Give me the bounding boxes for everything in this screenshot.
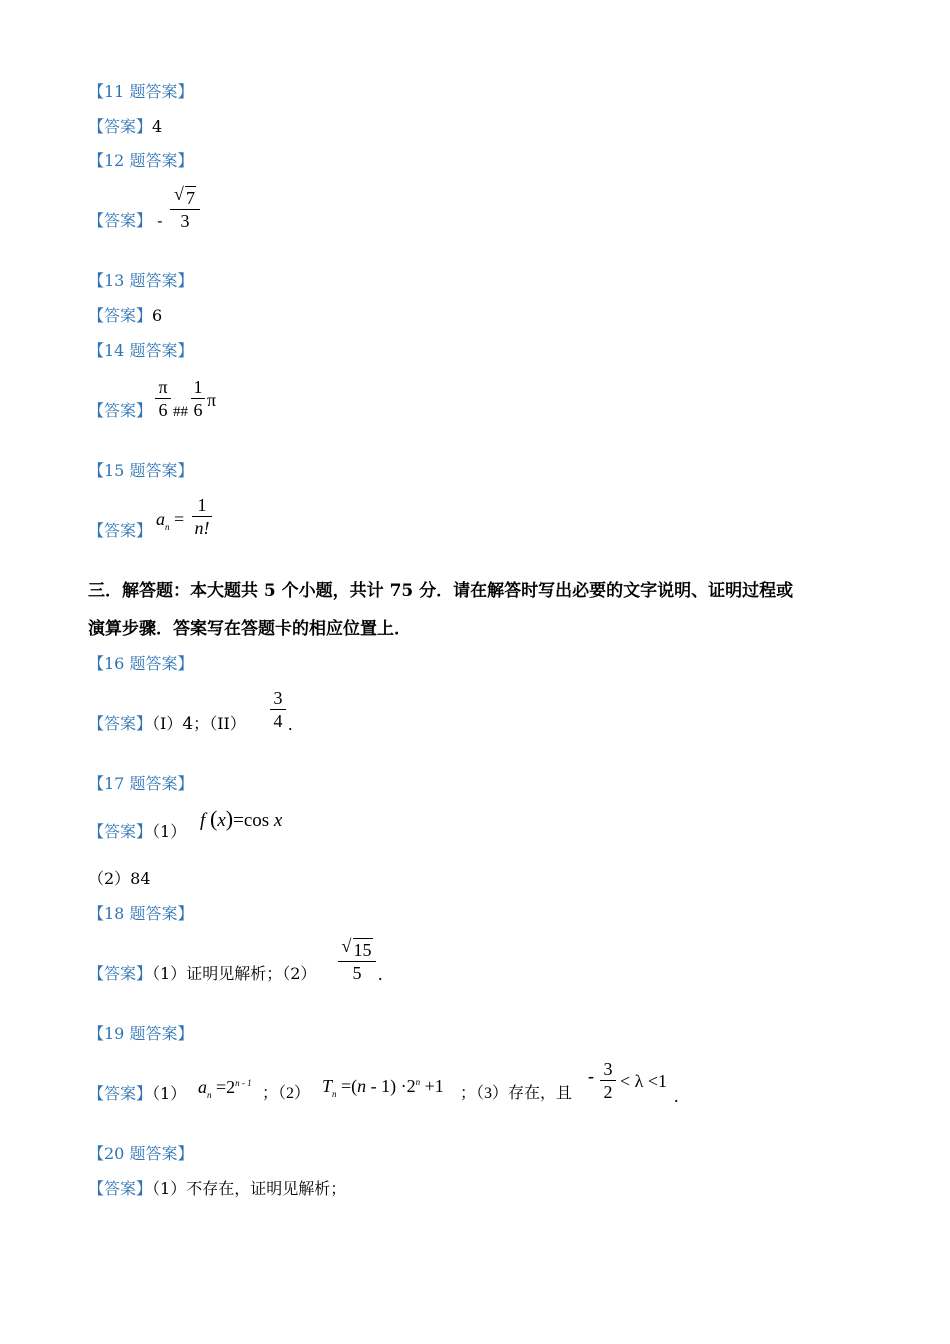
q19-semicolon-1: ；（2）	[262, 1085, 311, 1102]
q19-eq1: =2	[216, 1077, 236, 1097]
q17-rparen: )	[225, 806, 234, 831]
sqrt-symbol: √	[341, 936, 352, 956]
q16-answer	[88, 714, 246, 734]
q19-eq2: =(	[341, 1076, 358, 1096]
q18-denominator: 5	[352, 963, 362, 983]
q19-exp1: n - 1	[235, 1078, 252, 1088]
q14-header: 【14 题答案】	[88, 341, 194, 360]
q14-denominator-1: 6	[158, 400, 168, 420]
q12-numerator: 7	[186, 188, 195, 208]
q18-header: 【18 题答案】	[88, 904, 194, 923]
q13-header: 【13 题答案】	[88, 271, 194, 290]
q19-mid: - 1) ·2	[366, 1076, 416, 1096]
q18-answer	[88, 964, 316, 984]
q12-header: 【12 题答案】	[88, 151, 194, 170]
q16-value1: 4	[182, 714, 194, 734]
q19-numerator: 3	[603, 1059, 613, 1079]
q17-part2: （2）84	[88, 869, 151, 888]
q15-header: 【15 题答案】	[88, 461, 194, 480]
q15-answer	[88, 521, 152, 541]
q19-end: .	[674, 1086, 679, 1106]
q12-denominator: 3	[180, 211, 190, 231]
answer-tag: 【答案】	[88, 822, 153, 841]
q16-semicolon: ；	[193, 714, 210, 733]
q15-lhs	[156, 509, 184, 532]
q20-header: 【20 题答案】	[88, 1144, 194, 1163]
q15-fraction	[192, 494, 212, 539]
q17-x2: x	[273, 810, 283, 831]
answer-tag: 【答案】	[88, 1179, 153, 1198]
answer-tag: 【答案】	[88, 964, 153, 983]
q18-part1: （1）证明见解析；（2）	[152, 964, 317, 983]
q16-part1: （I）	[152, 714, 183, 733]
section3-line2: 演算步骤．答案写在答题卡的相应位置上．	[88, 619, 411, 639]
answer-tag: 【答案】	[88, 401, 153, 420]
q19-header: 【19 题答案】	[88, 1024, 194, 1043]
q19-fraction	[600, 1058, 616, 1103]
q19-T-sub: n	[332, 1089, 337, 1099]
q17-f: f	[200, 810, 206, 831]
q17-answer	[88, 822, 186, 842]
q19-a-sub: n	[207, 1090, 212, 1100]
q19-formula-t	[322, 1076, 444, 1099]
q19-minus: -	[588, 1066, 594, 1086]
q19-T: T	[322, 1076, 333, 1096]
q19-part1: （1）	[152, 1084, 187, 1103]
answer-tag: 【答案】	[88, 211, 153, 230]
sqrt-symbol: √	[174, 184, 184, 204]
q19-exp2: n	[415, 1077, 421, 1087]
q19-a: a	[198, 1077, 207, 1097]
q17-cos: =cos	[233, 810, 270, 831]
q11-header: 【11 题答案】	[88, 82, 194, 101]
q13-value: 6	[152, 306, 163, 325]
q17-x: x	[217, 810, 226, 831]
answer-tag: 【答案】	[88, 117, 153, 136]
section3-line1: 三．解答题：本大题共 5 个小题，共计 75 分．请在解答时写出必要的文字说明、证明过程或	[88, 581, 794, 601]
q19-formula-a	[198, 1077, 252, 1100]
q14-denominator-2: 6	[193, 400, 203, 420]
q16-part2: （II）	[209, 714, 246, 733]
q16-numerator: 3	[273, 688, 283, 708]
q12-fraction	[170, 186, 200, 232]
q19-part2: （2）	[278, 1085, 311, 1102]
q19-plus: +1	[420, 1076, 444, 1096]
q17-header: 【17 题答案】	[88, 774, 194, 793]
q14-fraction-1	[155, 376, 171, 421]
q13-answer	[88, 306, 162, 326]
q17-formula	[200, 806, 283, 831]
q15-eq: =	[174, 509, 185, 529]
q15-var: a	[156, 509, 165, 529]
answer-tag: 【答案】	[88, 714, 153, 733]
q17-lparen: (	[210, 806, 218, 831]
q11-answer	[88, 117, 162, 137]
q14-separator: ##	[173, 404, 188, 420]
q14-numerator-1: π	[158, 377, 168, 397]
q19-part3: ；（3）存在，且	[460, 1085, 573, 1102]
q14-answer	[88, 401, 152, 421]
q16-fraction	[270, 687, 286, 732]
q14-pi: π	[207, 390, 217, 410]
q18-numerator: 15	[353, 940, 372, 960]
q20-answer	[88, 1179, 346, 1199]
q17-part1: （1）	[152, 822, 187, 841]
q16-end: .	[288, 714, 293, 734]
q11-value: 4	[152, 117, 163, 136]
q12-minus: -	[157, 211, 163, 230]
q16-header: 【16 题答案】	[88, 654, 194, 673]
q15-denominator: n!	[194, 518, 210, 538]
q18-fraction	[338, 938, 376, 984]
q19-denominator: 2	[603, 1082, 613, 1102]
q19-n: n	[357, 1076, 367, 1096]
q18-end: .	[378, 964, 383, 984]
answer-tag: 【答案】	[88, 521, 153, 540]
q15-numerator: 1	[197, 495, 207, 515]
q16-denominator: 4	[273, 711, 283, 731]
q20-text: （1）不存在，证明见解析；	[152, 1179, 347, 1198]
answer-tag: 【答案】	[88, 306, 153, 325]
answer-tag: 【答案】	[88, 1084, 153, 1103]
q19-inequality: < λ <1	[620, 1071, 668, 1091]
q14-fraction-2	[191, 376, 205, 421]
q12-answer	[88, 211, 163, 231]
q19-answer	[88, 1084, 186, 1104]
q15-sub: n	[165, 522, 170, 532]
q14-numerator-2: 1	[193, 377, 203, 397]
